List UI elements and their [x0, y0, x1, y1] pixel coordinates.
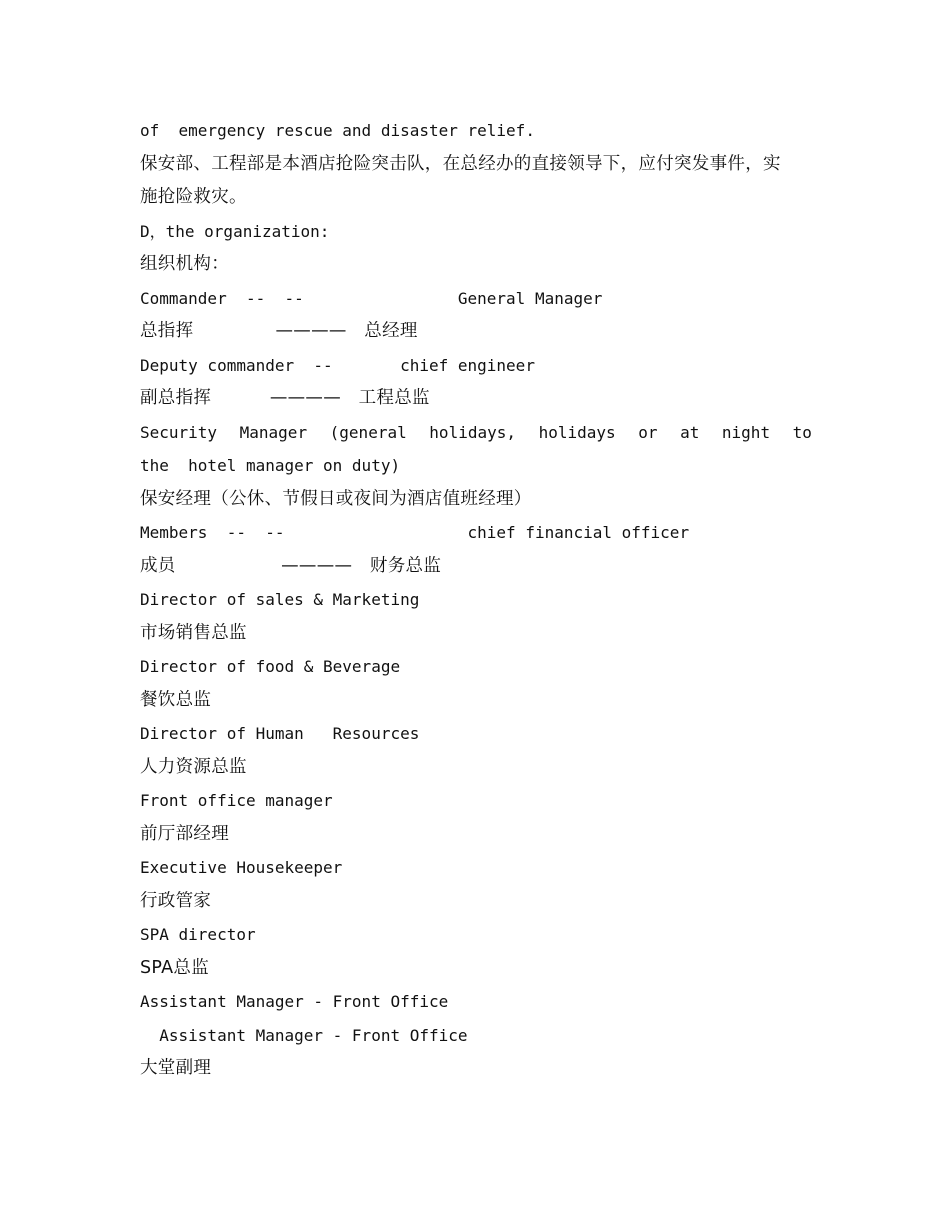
word: Security	[140, 422, 218, 442]
text-line: Assistant Manager - Front Office	[140, 1025, 468, 1045]
text-line: 成员 ———— 财务总监	[140, 555, 442, 576]
justified-text-line	[140, 416, 812, 450]
word: Manager	[239, 422, 308, 442]
text-line: 保安经理（公休、节假日或夜间为酒店值班经理）	[140, 488, 532, 509]
text-line: 大堂副理	[140, 1058, 212, 1078]
text-line: SPA总监	[140, 957, 210, 978]
text-line: Members -- -- chief financial officer	[140, 523, 690, 542]
text-line: 副总指挥 ———— 工程总监	[140, 388, 430, 408]
text-line: 行政管家	[140, 890, 212, 911]
text-line: Deputy commander -- chief engineer	[140, 355, 535, 375]
document-body	[140, 114, 812, 1086]
word: night	[721, 422, 771, 442]
text-line: Commander -- -- General Manager	[140, 288, 603, 308]
word: or	[638, 422, 658, 442]
text-line: Director of Human Resources	[140, 724, 420, 743]
text-line: Assistant Manager - Front Office	[140, 992, 449, 1011]
word: (general	[329, 422, 407, 442]
text-line: Director of sales & Marketing	[140, 590, 420, 609]
word: at	[680, 422, 700, 442]
text-line: 总指挥 ———— 总经理	[140, 321, 418, 341]
text-line: of emergency rescue and disaster relief.	[140, 121, 535, 140]
text-line: 保安部、工程部是本酒店抢险突击队，在总经办的直接领导下，应付突发事件，实	[140, 153, 781, 174]
text-line: Director of food & Beverage	[140, 657, 401, 676]
word: holidays	[538, 422, 616, 442]
text-line: 施抢险救灾。	[140, 187, 247, 207]
text-line: 市场销售总监	[140, 622, 247, 643]
text-line: Executive Housekeeper	[140, 858, 343, 877]
text-line: 人力资源总监	[140, 756, 247, 777]
section-heading: 组织机构：	[140, 254, 229, 274]
word: to	[792, 422, 812, 442]
word: holidays,	[429, 422, 516, 442]
text-line: the hotel manager on duty)	[140, 456, 401, 475]
text-line: 餐饮总监	[140, 689, 212, 710]
text-line: 前厅部经理	[140, 823, 229, 844]
text-line: Front office manager	[140, 791, 333, 810]
section-heading: D，the organization:	[140, 221, 330, 241]
text-line: SPA director	[140, 925, 256, 944]
